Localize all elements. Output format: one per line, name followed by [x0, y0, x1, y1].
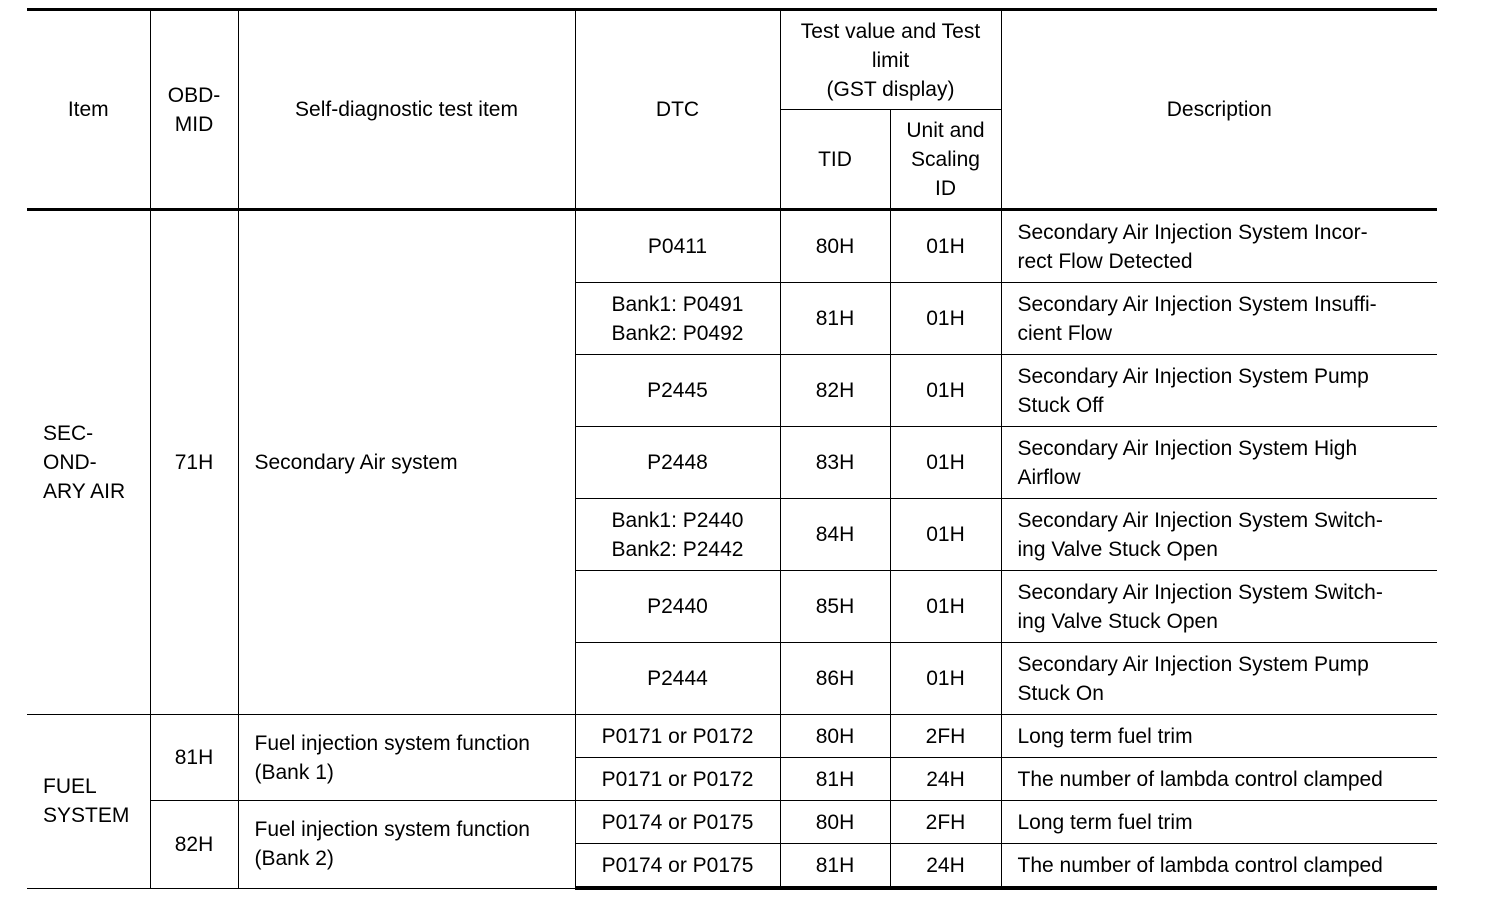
description-cell: Secondary Air Injection System Switch- ing Valve Stuck Open: [1001, 499, 1437, 571]
tid-cell: 82H: [780, 355, 890, 427]
description-cell: Secondary Air Injection System Incor- rect Flow Detected: [1001, 210, 1437, 283]
obd-mid-table: [27, 8, 1437, 890]
tid-cell: 81H: [780, 283, 890, 355]
dtc-cell: P0174 or P0175: [575, 801, 780, 844]
dtc-cell: P2445: [575, 355, 780, 427]
dtc-cell: P2444: [575, 643, 780, 715]
header-unit-scaling: Unit and Scaling ID: [890, 110, 1001, 210]
tid-cell: 81H: [780, 758, 890, 801]
dtc-cell: P0171 or P0172: [575, 758, 780, 801]
header-dtc: DTC: [575, 10, 780, 210]
unit-cell: 01H: [890, 283, 1001, 355]
unit-cell: 01H: [890, 355, 1001, 427]
unit-cell: 01H: [890, 499, 1001, 571]
header-obd-mid: OBD- MID: [150, 10, 238, 210]
table-row: [27, 801, 1437, 844]
dtc-cell: Bank1: P0491 Bank2: P0492: [575, 283, 780, 355]
dtc-cell: P0174 or P0175: [575, 844, 780, 889]
description-cell: Secondary Air Injection System High Airflow: [1001, 427, 1437, 499]
tid-cell: 80H: [780, 801, 890, 844]
header-test-value: Test value and Test limit (GST display): [780, 10, 1001, 110]
obd-mid-cell: 82H: [150, 801, 238, 889]
tid-cell: 85H: [780, 571, 890, 643]
description-cell: Secondary Air Injection System Pump Stuck Off: [1001, 355, 1437, 427]
unit-cell: 2FH: [890, 801, 1001, 844]
unit-cell: 01H: [890, 643, 1001, 715]
obd-mid-cell: 71H: [150, 210, 238, 715]
self-diag-cell: Fuel injection system function (Bank 1): [238, 715, 575, 801]
tid-cell: 83H: [780, 427, 890, 499]
tid-cell: 86H: [780, 643, 890, 715]
description-cell: Secondary Air Injection System Pump Stuck On: [1001, 643, 1437, 715]
self-diag-cell: Fuel injection system function (Bank 2): [238, 801, 575, 889]
tid-cell: 80H: [780, 715, 890, 758]
unit-cell: 01H: [890, 427, 1001, 499]
item-cell: SEC- OND- ARY AIR: [27, 210, 150, 715]
unit-cell: 24H: [890, 758, 1001, 801]
table-row: [27, 210, 1437, 283]
dtc-cell: P2440: [575, 571, 780, 643]
tid-cell: 81H: [780, 844, 890, 889]
unit-cell: 01H: [890, 571, 1001, 643]
unit-cell: 2FH: [890, 715, 1001, 758]
header-item: Item: [27, 10, 150, 210]
unit-cell: 01H: [890, 210, 1001, 283]
table-row: [27, 715, 1437, 758]
description-cell: Long term fuel trim: [1001, 801, 1437, 844]
description-cell: The number of lambda control clamped: [1001, 844, 1437, 889]
dtc-cell: Bank1: P2440 Bank2: P2442: [575, 499, 780, 571]
description-cell: The number of lambda control clamped: [1001, 758, 1437, 801]
obd-mid-cell: 81H: [150, 715, 238, 801]
item-cell: FUEL SYSTEM: [27, 715, 150, 889]
self-diag-cell: Secondary Air system: [238, 210, 575, 715]
description-cell: Secondary Air Injection System Insuffi- cient Flow: [1001, 283, 1437, 355]
dtc-cell: P0171 or P0172: [575, 715, 780, 758]
description-cell: Long term fuel trim: [1001, 715, 1437, 758]
header-self-diag: Self-diagnostic test item: [238, 10, 575, 210]
tid-cell: 84H: [780, 499, 890, 571]
description-cell: Secondary Air Injection System Switch- ing Valve Stuck Open: [1001, 571, 1437, 643]
dtc-cell: P0411: [575, 210, 780, 283]
unit-cell: 24H: [890, 844, 1001, 889]
header-description: Description: [1001, 10, 1437, 210]
header-tid: TID: [780, 110, 890, 210]
tid-cell: 80H: [780, 210, 890, 283]
dtc-cell: P2448: [575, 427, 780, 499]
